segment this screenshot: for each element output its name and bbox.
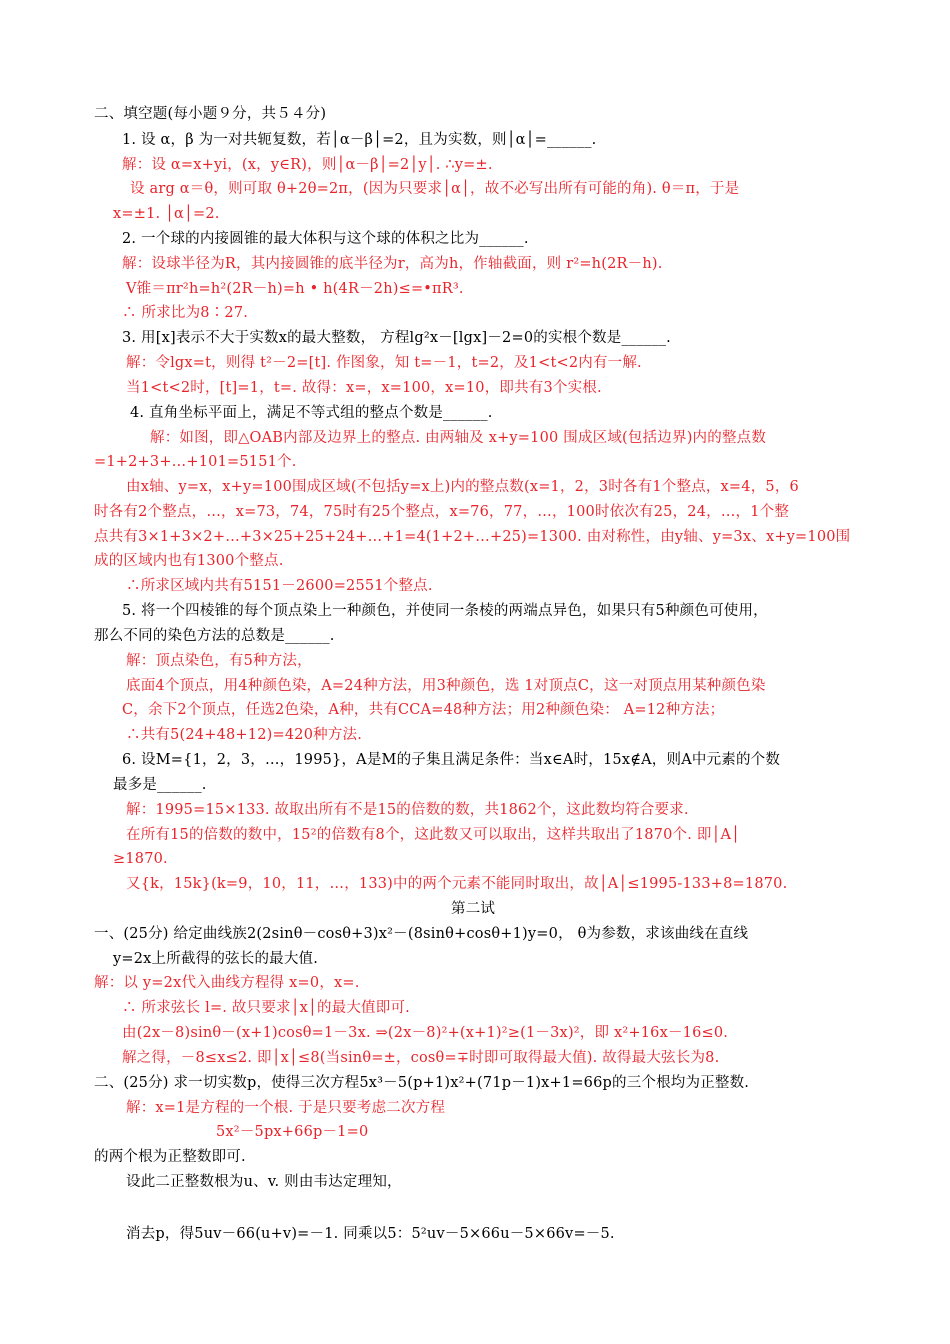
solution-4-line-3: 由x轴、y=x，x+y=100围成区域(不包括y=x上)内的整点数(x=1，2，3时各有1个整点，x=4，5，6 [126,479,799,495]
problem-5-line-1: 5. 将一个四棱锥的每个顶点染上一种颜色，并使同一条棱的两端点异色，如果只有5种颜色可使用， [122,603,768,619]
problem-ii-1-line-2: y=2x上所截得的弦长的最大值. [113,951,319,967]
solution-ii-1-line-2: ∴ 所求弦长 l=. 故只要求│x│的最大值即可. [122,1000,410,1016]
problem-2: 2. 一个球的内接圆锥的最大体积与这个球的体积之比为______. [122,231,529,247]
solution-4-line-7: ∴所求区域内共有5151－2600=2551个整点. [126,578,433,594]
problem-ii-2: 二、(25分) 求一切实数p，使得三次方程5x³－5(p+1)x²+(71p－1)x+1=66p的三个根均为正整数. [94,1075,750,1091]
solution-6-line-1: 解：1995=15×133. 故取出所有不是15的倍数的数，共1862个，这此数均符合要求. [126,802,689,818]
solution-5-line-4: ∴共有5(24+48+12)=420种方法. [126,727,363,743]
solution-4-line-6: 成的区域内也有1300个整点. [94,553,284,569]
solution-5-line-2: 底面4个顶点，用4种颜色染，A=24种方法，用3种颜色，选 1对顶点C，这一对顶点用某种颜色染 [126,678,766,694]
solution-ii-2-line-3: 的两个根为正整数即可. [94,1149,246,1165]
solution-ii-2-line-1: 解：x=1是方程的一个根. 于是只要考虑二次方程 [126,1100,446,1116]
section-heading-second-test: 第二试 [451,901,496,917]
solution-3-line-2: 当1<t<2时，[t]=1，t=. 故得：x=，x=100，x=10，即共有3个实根. [126,380,602,396]
solution-4-line-4: 时各有2个整点，…，x=73，74，75时有25个整点，x=76，77，…，100时依次有25，24，…，1个整 [94,504,790,520]
solution-6-line-2: 在所有15的倍数的数中，15²的倍数有8个，这此数又可以取出，这样共取出了1870个. 即│A│ [126,827,741,843]
section-heading-fill-blanks: 二、填空题(每小题９分，共５４分) [94,106,327,122]
problem-3: 3. 用[x]表示不大于实数x的最大整数， 方程lg²x－[lgx]－2=0的实根个数是______. [122,330,671,346]
solution-4-line-1: 解：如图，即△OAB内部及边界上的整点. 由两轴及 x+y=100 围成区域(包括边界)内的整点数 [150,430,767,446]
solution-2-line-2: V锥＝πr²h=h²(2R－h)=h • h(4R－2h)≤=•πR³. [126,281,464,297]
solution-1-line-2: 设 arg α＝θ，则可取 θ+2θ=2π，(因为只要求│α│，故不必写出所有可能的角). θ＝π，于是 [130,181,740,197]
solution-ii-2-line-5: 消去p，得5uv－66(u+v)=－1. 同乘以5：5²uv－5×66u－5×66v=－5. [126,1226,615,1242]
problem-4: 4. 直角坐标平面上，满足不等式组的整点个数是______. [130,405,493,421]
solution-ii-1-line-4: 解之得，－8≤x≤2. 即│x│≤8(当sinθ=±，cosθ=∓时即可取得最大值). 故得最大弦长为8. [122,1050,720,1066]
solution-5-line-3: C，余下2个顶点，任选2色染，A种，共有CCA=48种方法；用2种颜色染： A=12种方法； [122,702,725,718]
solution-6-line-4: 又{k，15k}(k=9，10，11，…，133)中的两个元素不能同时取出，故│A│≤1995-133+8=1870. [126,876,788,892]
solution-4-line-5: 点共有3×1+3×2+…+3×25+25+24+…+1=4(1+2+…+25)=1300. 由对称性，由y轴、y=3x、x+y=100围 [94,529,851,545]
solution-2-line-3: ∴ 所求比为8∶27. [122,305,249,321]
solution-2-line-1: 解：设球半径为R，其内接圆锥的底半径为r，高为h，作轴截面，则 r²=h(2R－h). [122,256,663,272]
problem-6-line-2: 最多是______. [113,777,207,793]
problem-5-line-2: 那么不同的染色方法的总数是______. [94,628,335,644]
solution-4-line-2: =1+2+3+…+101=5151个. [94,454,297,470]
solution-ii-2-equation: 5x²－5px+66p－1=0 [216,1124,369,1140]
solution-6-line-3: ≥1870. [113,851,168,867]
solution-ii-1-line-3: 由(2x－8)sinθ－(x+1)cosθ=1－3x. ⇒(2x－8)²+(x+1)²≥(1－3x)²，即 x²+16x－16≤0. [122,1025,729,1041]
problem-1: 1. 设 α，β 为一对共轭复数，若│α－β│=2，且为实数，则│α│=______. [122,132,597,148]
solution-3-line-1: 解：令lgx=t，则得 t²－2=[t]. 作图象，知 t=－1，t=2，及1<t<2内有一解. [126,355,642,371]
problem-ii-1-line-1: 一、(25分) 给定曲线族2(2sinθ－cosθ+3)x²－(8sinθ+cosθ+1)y=0， θ为参数，求该曲线在直线 [94,926,749,942]
solution-1-line-1: 解：设 α=x+yi，(x，y∈R)，则│α－β│=2│y│. ∴y=±. [122,157,493,173]
solution-5-line-1: 解：顶点染色，有5种方法， [126,653,312,669]
solution-ii-1-line-1: 解：以 y=2x代入曲线方程得 x=0，x=. [94,975,360,991]
problem-6-line-1: 6. 设M={1，2，3，…，1995}，A是M的子集且满足条件：当x∈A时，15x∉A，则A中元素的个数 [122,752,781,768]
solution-1-line-3: x=±1. │α│=2. [113,206,220,222]
solution-ii-2-line-4: 设此二正整数根为u、v. 则由韦达定理知， [126,1174,402,1190]
